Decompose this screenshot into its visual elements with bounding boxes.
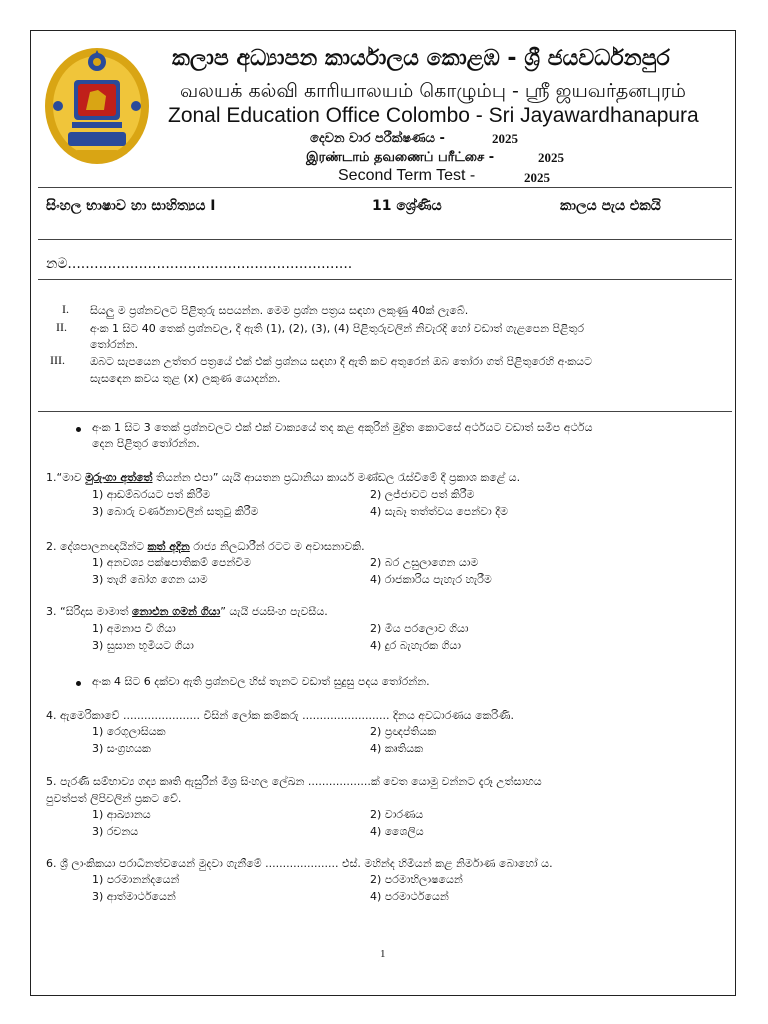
question-5: 5. පැරණි සම්භාව්‍ය ගද්‍ය කෘති ඇසුරින් මිශ්‍ර සිංහල ලේඛන ..................ක් වෙත යොමු වන්නට දැරූ උත්සාහය bbox=[46, 775, 542, 788]
instruction-text-continued: තෝරන්න. bbox=[90, 338, 139, 351]
test-year-english: 2025 bbox=[524, 170, 550, 185]
answer-option: 3) බොරු වර්ණනාවලින් සතුටු කිරීම bbox=[92, 505, 259, 518]
section-instruction: අංක 4 සිට 6 දක්වා ඇති ප්‍රශ්නවල හිස් තැනට වඩාත් සුදුසු පදය තෝරන්න. bbox=[92, 675, 430, 688]
question-3: 3. “සිරිදාස මාමාත් නොඑන ගමන් ගියා” යැයි ජයසිංහ පැවසීය. bbox=[46, 605, 328, 618]
answer-option: 2) මිය පරලොව ගියා bbox=[370, 622, 469, 635]
question-number: 4. bbox=[46, 709, 57, 722]
question-number: 3. bbox=[46, 605, 57, 618]
highlighted-phrase: මුරුංගා අත්තේ bbox=[85, 471, 153, 484]
question-number: 2. bbox=[46, 540, 57, 553]
question-number: 5. bbox=[46, 775, 57, 788]
instruction-text: ඔබට සැපයෙන උත්තර පත්‍රයේ එක් එක් ප්‍රශ්නය සඳහා දී ඇති කව අතුරෙන් ඔබ තෝරා ගත් පිළිතුරෙහි අංකයට bbox=[90, 355, 592, 368]
instructions-divider bbox=[38, 411, 732, 412]
answer-option: 1) පරමානන්දයෙන් bbox=[92, 873, 180, 886]
duration-label: කාලය පැය එකයි bbox=[560, 198, 661, 214]
answer-option: 3) සුසාන භූමියට ගියා bbox=[92, 639, 194, 652]
answer-option: 4) ශෛලිය bbox=[370, 825, 424, 838]
header-divider bbox=[38, 187, 732, 188]
answer-option: 1) ආඛ්‍යානය bbox=[92, 808, 151, 821]
office-title-english: Zonal Education Office Colombo - Sri Jayawardhanapura bbox=[168, 104, 699, 127]
test-year-sinhala: 2025 bbox=[492, 131, 518, 146]
instruction-text: සියලු ම ප්‍රශ්නවලට පිළිතුරු සපයන්න. මෙම ප්‍රශ්න පත්‍රය සඳහා ලකුණු 40ක් ලැබේ. bbox=[90, 304, 469, 317]
answer-option: 2) පරමාභිලාෂයෙන් bbox=[370, 873, 463, 886]
answer-option: 4) දුර බැහැරක ගියා bbox=[370, 639, 461, 652]
answer-option: 1) අමනාප වී ගියා bbox=[92, 622, 176, 635]
answer-option: 2) බර උසුලාගෙන යාම bbox=[370, 556, 479, 569]
answer-option: 2) වාරණය bbox=[370, 808, 424, 821]
question-6: 6. ශ්‍රී ලාංකිකයා පරාධීනත්වයෙන් මුදවා ගැනීමේ ..................... එස්. මහින්ද හිමියන් කළ නිර්මාණ බොහෝ ය. bbox=[46, 857, 553, 870]
student-name-field: නම................................................................ bbox=[46, 256, 353, 272]
test-name-english: Second Term Test - bbox=[338, 167, 476, 184]
page-number: 1 bbox=[380, 948, 386, 960]
answer-option: 3) සංග්‍රහයක bbox=[92, 742, 151, 755]
grade-label: 11 ශ්‍රේණිය bbox=[372, 198, 442, 214]
test-name-sinhala: දෙවන වාර පරීක්ෂණය - bbox=[310, 131, 445, 146]
answer-option: 2) ප්‍රඥප්තියක bbox=[370, 725, 437, 738]
question-number: 6. bbox=[46, 857, 57, 870]
meta-divider bbox=[38, 239, 732, 240]
answer-option: 3) ආත්මාර්ථයෙන් bbox=[92, 890, 176, 903]
instruction-number: II. bbox=[56, 320, 67, 334]
test-name-tamil: இரண்டாம் தவணைப் பரீட்சை - bbox=[306, 150, 495, 165]
instruction-number: III. bbox=[50, 353, 65, 367]
test-year-tamil: 2025 bbox=[538, 150, 564, 165]
question-number: 1. bbox=[46, 471, 57, 484]
highlighted-phrase: කත් අදින bbox=[147, 540, 190, 553]
question-2: 2. දේශපාලනඥයින්ට කත් අදින රාජ්‍ය නිලධාරීන් රටට ම අවාසනාවකි. bbox=[46, 540, 365, 553]
answer-option: 4) සැබෑ තත්ත්වය පෙන්වා දීම bbox=[370, 505, 508, 518]
section-instruction-continued: දෙන පිළිතුර තෝරන්න. bbox=[92, 437, 200, 450]
instruction-text-continued: සැසඳෙන කවය තුළ (x) ලකුණ යොදන්න. bbox=[90, 372, 281, 385]
office-title-tamil: வலயக் கல்வி காரியாலயம் கொழும்பு - ஸ்ரீ ஜயவர்தனபுரம் bbox=[180, 80, 686, 102]
answer-option: 4) පරමාර්ථයෙන් bbox=[370, 890, 449, 903]
answer-option: 4) රාජකාරිය පැහැර හැරීම bbox=[370, 573, 492, 586]
education-emblem-logo bbox=[38, 40, 156, 168]
question-5-continued: පුවත්පත් ලිපිවලින් ප්‍රකට වේ. bbox=[46, 792, 182, 805]
answer-option: 2) ලජ්ජාවට පත් කිරීම bbox=[370, 488, 475, 501]
answer-option: 1) ආඩම්බරයට පත් කිරීම bbox=[92, 488, 211, 501]
subject-label: සිංහල භාෂාව හා සාහිත්‍යය I bbox=[46, 198, 216, 214]
office-title-sinhala: කලාප අධ්‍යාපන කාර්යාලය කොළඹ - ශ්‍රී ජයවර්ධනපුර bbox=[172, 46, 670, 71]
bullet-icon bbox=[76, 681, 81, 686]
answer-option: 3) තැගි බෝග ගෙන යාම bbox=[92, 573, 208, 586]
instruction-number: I. bbox=[62, 302, 69, 316]
answer-option: 1) රෙගුලාසියක bbox=[92, 725, 166, 738]
answer-option: 1) අනවශ්‍ය පක්ෂපාතිකම් පෙන්වීම bbox=[92, 556, 252, 569]
question-4: 4. ඇමෙරිකාවේ ...................... විසින් ලෝක කම්කරු ......................... දිනය අවධාරණය කෙරිණි. bbox=[46, 709, 515, 722]
answer-option: 3) රචනය bbox=[92, 825, 139, 838]
answer-option: 4) කෘතියක bbox=[370, 742, 424, 755]
instruction-text: අංක 1 සිට 40 තෙක් ප්‍රශ්නවල, දී ඇති (1), (2), (3), (4) පිළිතුරුවලින් නිවැරදි හෝ වඩාත් ගැළපෙන පිළිතුර bbox=[90, 322, 584, 335]
section-instruction: අංක 1 සිට 3 තෙක් ප්‍රශ්නවලට එක් එක් වාක්‍යයේ තද කළ අකුරින් මුද්‍රිත කොටසේ අර්ථයට වඩාත් සමීප අර්ථය bbox=[92, 421, 593, 434]
highlighted-phrase: නොඑන ගමන් ගියා bbox=[132, 605, 221, 618]
bullet-icon bbox=[76, 427, 81, 432]
name-divider bbox=[38, 279, 732, 280]
question-1: 1.“මාව මුරුංගා අත්තේ තියන්න එපා” යැයි ආයතන ප්‍රධානියා කාර්ය මණ්ඩල රැස්වීමේ දී ප්‍රකාශ කළේ ය. bbox=[46, 471, 521, 484]
